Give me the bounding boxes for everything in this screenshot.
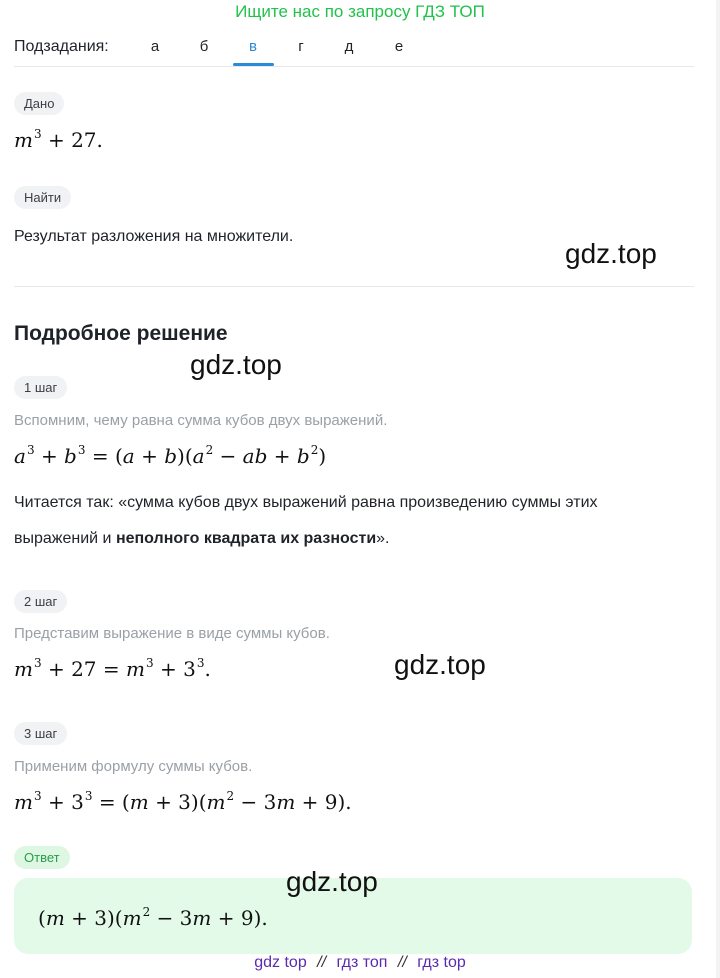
find-text: Результат разложения на множители. — [14, 228, 294, 245]
step-1-formula: $a^3 + b^3 = (a + b)(a^2$ − ab + $b^2$) — [14, 443, 327, 468]
step-1-hint: Вспомним, чему равна сумма кубов двух выражений. — [14, 412, 388, 429]
solution-title: Подробное решение — [14, 322, 228, 345]
subtask-tabs — [14, 32, 694, 67]
footer-separator: // — [317, 954, 327, 971]
scrollbar-track[interactable] — [716, 0, 720, 978]
footer-link-3[interactable]: гдз top — [417, 954, 466, 971]
step-3-formula: $m^3 + 3^3 = (m + 3)(m^2 - 3m + 9)$. — [14, 789, 352, 814]
step-2-hint: Представим выражение в виде суммы кубов. — [14, 625, 330, 642]
find-pill: Найти — [14, 186, 71, 209]
watermark: gdz.top — [565, 238, 657, 269]
watermark: gdz.top — [190, 349, 282, 380]
tab-g[interactable]: г — [298, 38, 304, 55]
tab-e[interactable]: е — [394, 38, 404, 55]
footer-links — [0, 954, 720, 972]
watermark: gdz.top — [286, 866, 378, 897]
answer-pill: Ответ — [14, 846, 70, 869]
answer-expression: $(m + 3)(m^2 - 3m + 9)$. — [38, 905, 268, 930]
tab-b[interactable]: б — [199, 38, 209, 55]
divider — [14, 286, 694, 287]
step-1-pill: 1 шаг — [14, 376, 67, 399]
step-3-pill: 3 шаг — [14, 722, 67, 745]
footer-link-2[interactable]: гдз топ — [336, 954, 388, 971]
step-2-pill: 2 шаг — [14, 590, 67, 613]
footer-link-1[interactable]: gdz top — [254, 954, 307, 971]
step-1-reading-line-2: выражений и неполного квадрата их разности». — [14, 530, 390, 547]
watermark: gdz.top — [394, 649, 486, 680]
given-pill: Дано — [14, 92, 64, 115]
given-expression: $m^3 + 27$. — [14, 127, 103, 152]
tab-d[interactable]: д — [344, 38, 354, 55]
tab-a[interactable]: а — [150, 38, 160, 55]
top-banner: Ищите нас по запросу ГДЗ ТОП — [235, 2, 485, 21]
subtasks-label: Подзадания: — [14, 38, 109, 55]
tab-v[interactable]: в — [249, 38, 257, 55]
footer-separator: // — [397, 954, 407, 971]
step-3-hint: Применим формулу суммы кубов. — [14, 758, 253, 775]
step-1-reading-line-1: Читается так: «сумма кубов двух выражений равна произведению суммы этих — [14, 494, 598, 511]
active-tab-indicator — [233, 63, 274, 66]
step-2-formula: $m^3 + 27 = m^3 + 3^3$. — [14, 656, 211, 681]
